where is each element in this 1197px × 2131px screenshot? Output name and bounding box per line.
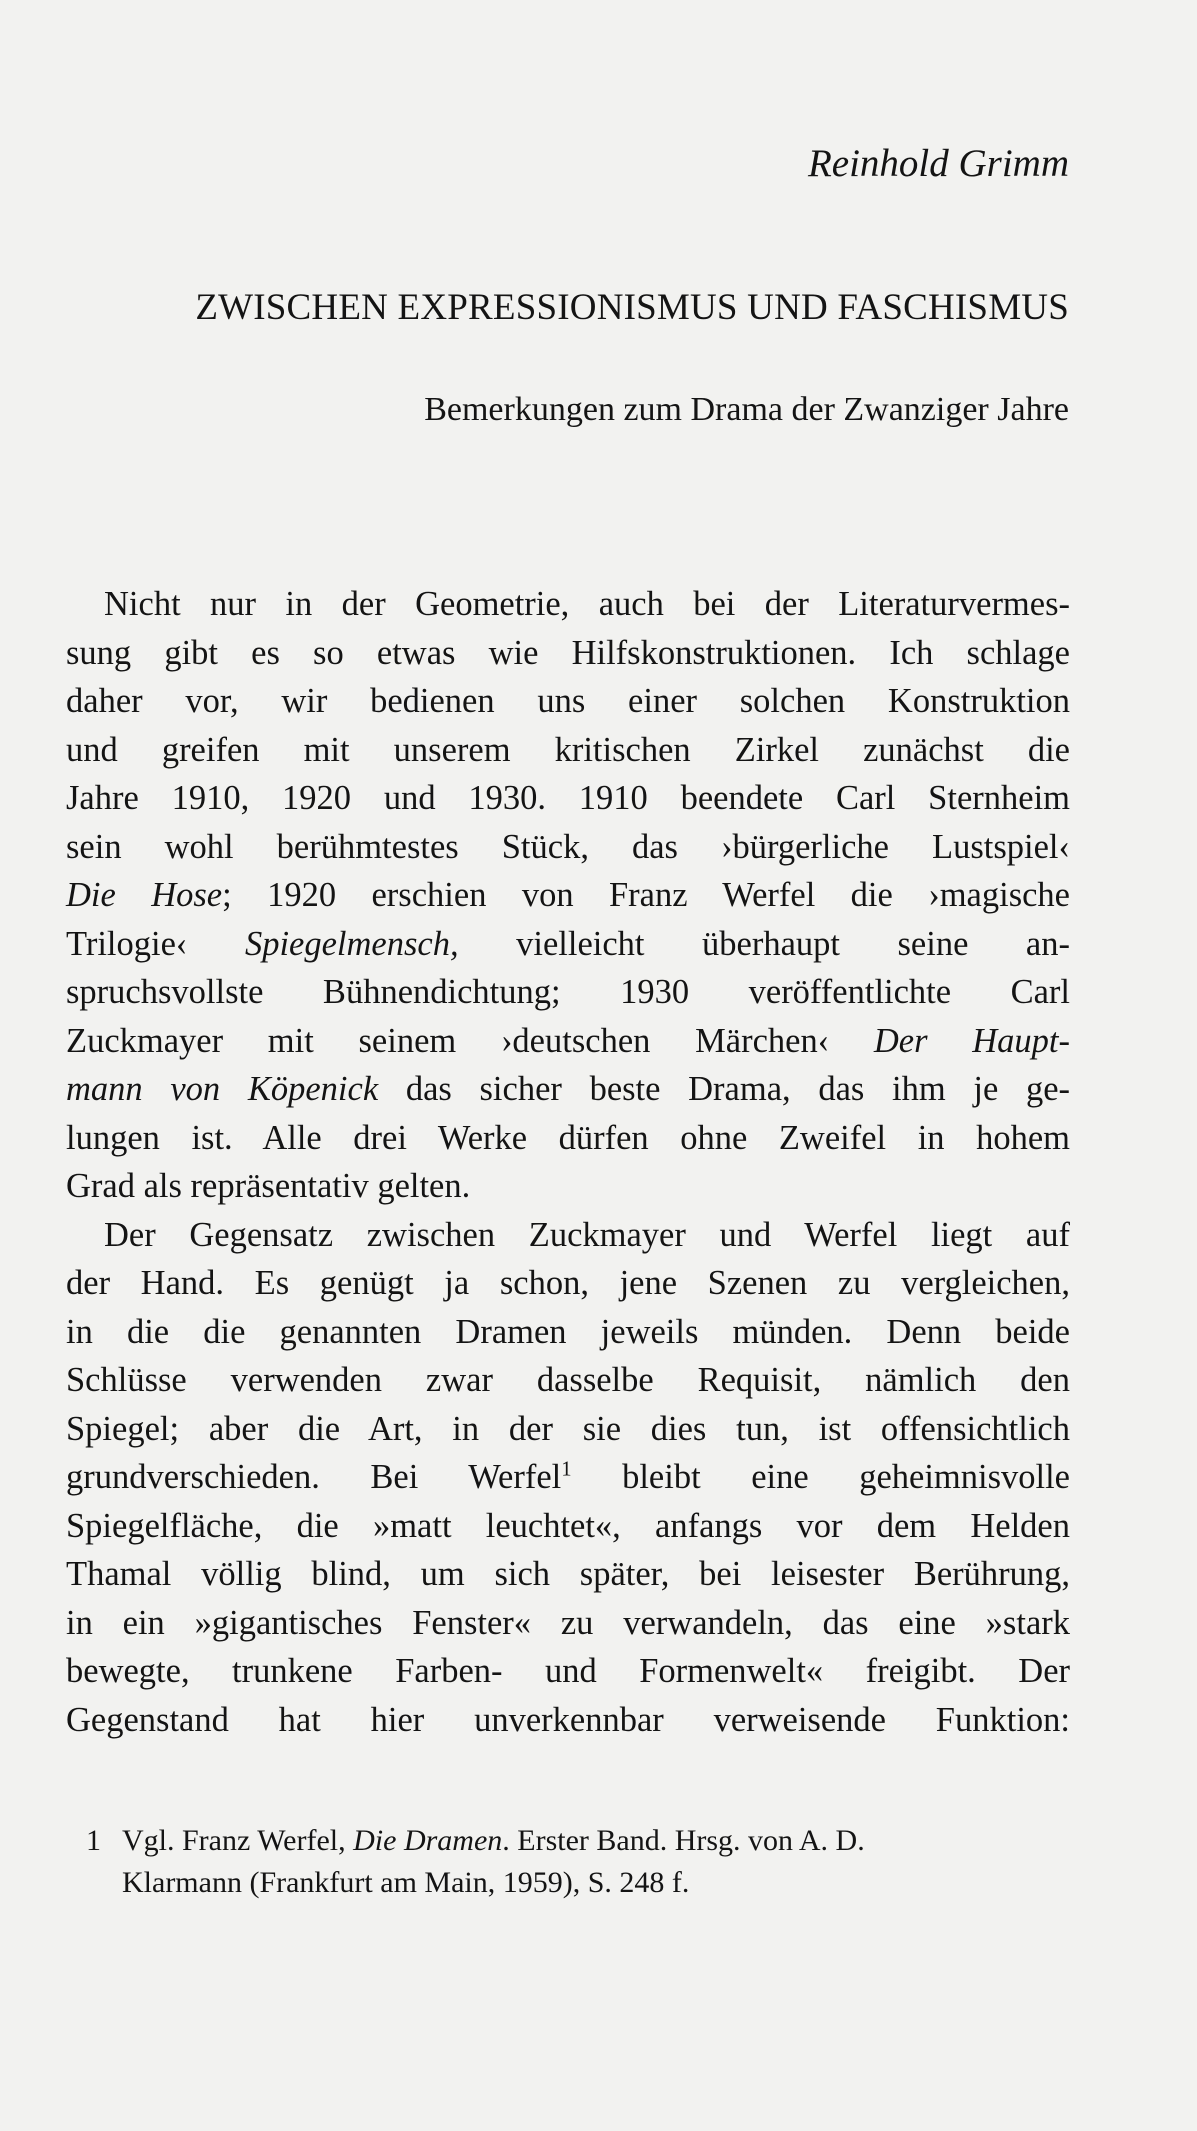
text-line: bewegte, trunkene Farben- und Formenwelt« freigibt. Der xyxy=(66,1652,1070,1690)
text-line: lungen ist. Alle drei Werke dürfen ohne Zweifel in hohem xyxy=(66,1118,1070,1157)
text-fragment: Zuckmayer mit seinem ›deutschen Märchen‹ xyxy=(66,1021,874,1060)
text-line: Gegenstand hat hier unverkennbar verweisende Funktion: xyxy=(66,1700,1070,1739)
text-fragment: grundverschieden. Bei Werfel xyxy=(66,1458,562,1496)
text-line: spruchsvollste Bühnendichtung; 1930 veröffentlichte Carl xyxy=(66,973,1070,1011)
text-line xyxy=(66,920,1070,969)
text-fragment: ; 1920 erschien von Franz Werfel die ›magische xyxy=(222,876,1070,914)
work-title-hauptmann-cont: mann von Köpenick xyxy=(66,1070,379,1108)
footnote-text xyxy=(122,1820,1076,1904)
footnote-reference: 1 xyxy=(561,1458,572,1481)
paragraph-1 xyxy=(66,580,1070,1211)
text-line: Spiegelfläche, die »matt leuchtet«, anfangs vor dem Helden xyxy=(66,1506,1070,1545)
footnote-line xyxy=(122,1820,1076,1862)
text-line xyxy=(66,871,1070,920)
text-line: Schlüsse verwenden zwar dasselbe Requisit, nämlich den xyxy=(66,1361,1070,1399)
text-fragment: das sicher beste Drama, das ihm je ge- xyxy=(378,1070,1070,1108)
text-fragment: Trilogie‹ xyxy=(66,924,245,963)
text-line: Nicht nur in der Geometrie, auch bei der Literaturvermes- xyxy=(104,585,1070,623)
text-line: und greifen mit unserem kritischen Zirkel zunächst die xyxy=(66,730,1070,769)
footnote-line: Klarmann (Frankfurt am Main, 1959), S. 248 f. xyxy=(122,1866,690,1899)
text-fragment: . Erster Band. Hrsg. von A. D. xyxy=(502,1824,865,1857)
footnote-number: 1 xyxy=(86,1824,101,1857)
text-line: der Hand. Es genügt ja schon, jene Szenen zu vergleichen, xyxy=(66,1264,1070,1302)
text-line xyxy=(66,1017,1070,1066)
work-title-die-dramen: Die Dramen xyxy=(353,1824,503,1857)
text-line: daher vor, wir bedienen uns einer solchen Konstruktion xyxy=(66,682,1070,720)
text-fragment: Vgl. Franz Werfel, xyxy=(122,1824,354,1857)
text-line: Jahre 1910, 1920 und 1930. 1910 beendete Carl Sternheim xyxy=(66,779,1070,817)
text-fragment: vielleicht überhaupt seine an- xyxy=(458,924,1070,963)
text-line: Grad als repräsentativ gelten. xyxy=(66,1167,471,1205)
text-line: in ein »gigantisches Fenster« zu verwandeln, das eine »stark xyxy=(66,1603,1070,1642)
work-title-die-hose: Die Hose xyxy=(66,876,223,914)
work-title-hauptmann: Der Haupt- xyxy=(873,1021,1070,1060)
text-line xyxy=(66,1453,1070,1502)
text-line: Thamal völlig blind, um sich später, bei leisester Berührung, xyxy=(66,1555,1070,1593)
text-line xyxy=(66,1065,1070,1114)
text-fragment: bleibt eine geheimnisvolle xyxy=(571,1458,1070,1496)
text-line: Spiegel; aber die Art, in der sie dies tun, ist offensichtlich xyxy=(66,1409,1070,1448)
author-name: Reinhold Grimm xyxy=(807,142,1069,185)
essay-subtitle: Bemerkungen zum Drama der Zwanziger Jahre xyxy=(424,391,1069,428)
body-text xyxy=(66,580,1070,1744)
essay-title: ZWISCHEN EXPRESSIONISMUS UND FASCHISMUS xyxy=(195,287,1069,328)
text-line: sein wohl berühmtestes Stück, das ›bürgerliche Lustspiel‹ xyxy=(66,827,1070,866)
text-line: sung gibt es so etwas wie Hilfskonstruktionen. Ich schlage xyxy=(66,633,1070,672)
footnote xyxy=(86,1820,1076,1904)
paragraph-2 xyxy=(66,1211,1070,1745)
text-line: Der Gegensatz zwischen Zuckmayer und Werfel liegt auf xyxy=(104,1215,1070,1254)
work-title-spiegelmensch: Spiegelmensch, xyxy=(244,924,459,963)
text-line: in die die genannten Dramen jeweils münden. Denn beide xyxy=(66,1312,1070,1351)
